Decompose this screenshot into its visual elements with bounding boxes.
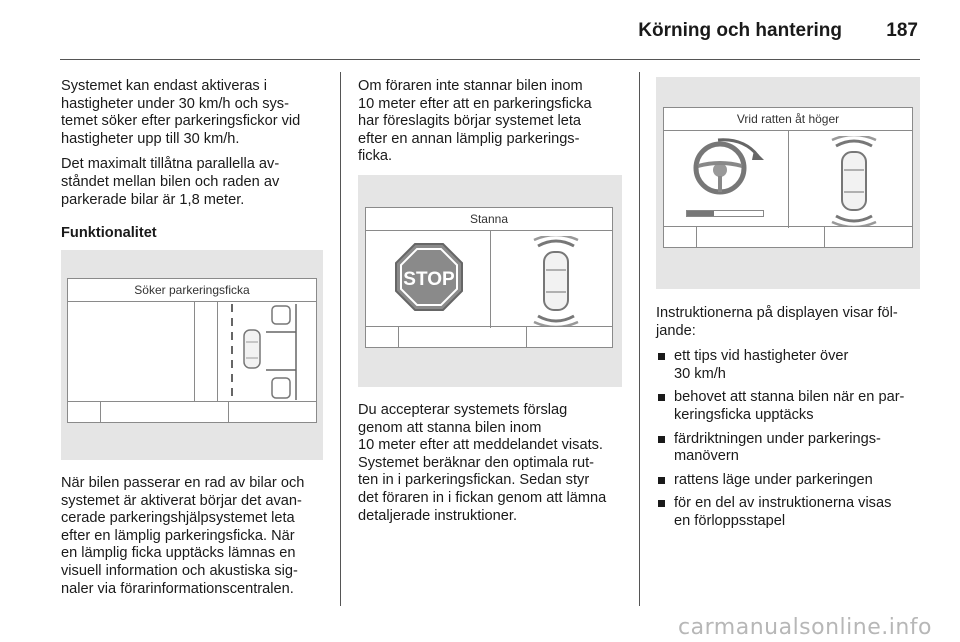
column-1	[61, 78, 327, 259]
page-number: 187	[886, 20, 918, 41]
column-1-bottom	[61, 475, 327, 606]
figure-stop	[358, 175, 622, 387]
display-title: Vrid ratten åt höger	[664, 108, 912, 131]
column-divider-2	[639, 72, 640, 606]
column-2	[358, 78, 626, 174]
paragraph-search-other-pocket: Om föraren inte stannar bilen inom 10 meter efter att en parkeringsficka har föreslagits börjar systemet leta efter en annan lämplig parkerings- ficka.	[358, 78, 592, 165]
display-screen	[67, 278, 317, 423]
column-2-bottom	[358, 402, 628, 533]
paragraph-activation-speed: Systemet kan endast aktiveras i hastigheter under 30 km/h och sys- temet söker efter parkeringsfickor vid hastigheter upp till 30 km/h.	[61, 78, 301, 147]
list-item: rattens läge under parkeringen	[656, 472, 922, 490]
paragraph-accept-suggestion: Du accepterar systemets förslag genom att stanna bilen inom 10 meter efter att meddelandet visats. Systemet beräknar den optimala rut- ten in i parkeringsfickan. Sedan styr det föraren in i fickan genom att lämna detaljerade instruktioner.	[358, 402, 607, 524]
list-item: behovet att stanna bilen när en par- keringsficka upptäcks	[656, 389, 922, 424]
page-title: Körning och hantering	[638, 20, 842, 41]
display-screen	[365, 207, 613, 348]
header-divider	[60, 59, 920, 60]
svg-text:STOP: STOP	[403, 269, 455, 290]
instruction-list	[656, 348, 922, 530]
figure-searching-parking	[61, 250, 323, 460]
display-screen	[663, 107, 913, 248]
paragraph-functionality: När bilen passerar en rad av bilar och systemet är aktiverat börjar det avan- cerade parkeringshjälpsystemet leta efter en lämplig parkeringsficka. När en lämplig ficka upptäcks lämnas en visuell information och akustiska sig- naler via förarinformationscentralen.	[61, 475, 305, 597]
watermark: carmanualsonline.info	[678, 615, 932, 640]
car-sensor-icon	[516, 236, 596, 326]
steering-wheel-icon	[688, 136, 768, 196]
paragraph-instructions-intro: Instruktionerna på displayen visar föl- jande:	[656, 305, 898, 339]
page-header	[60, 18, 918, 48]
parking-row-graphic	[218, 302, 316, 402]
section-heading-functionality: Funktionalitet	[61, 225, 157, 242]
progress-bar	[686, 210, 764, 217]
stop-sign-icon	[394, 242, 464, 312]
column-3-bottom	[656, 305, 922, 537]
display-title: Stanna	[366, 208, 612, 231]
progress-bar-fill	[687, 211, 714, 216]
list-item: för en del av instruktionerna visas en förloppsstapel	[656, 495, 922, 530]
figure-turn-wheel	[656, 77, 920, 289]
paragraph-max-distance: Det maximalt tillåtna parallella av- ståndet mellan bilen och raden av parkerade bilar är 1,8 meter.	[61, 156, 280, 208]
list-item: ett tips vid hastigheter över 30 km/h	[656, 348, 922, 383]
car-sensor-icon	[814, 136, 894, 226]
column-divider-1	[340, 72, 341, 606]
list-item: färdriktningen under parkerings- manövern	[656, 431, 922, 466]
display-title: Söker parkeringsficka	[68, 279, 316, 302]
